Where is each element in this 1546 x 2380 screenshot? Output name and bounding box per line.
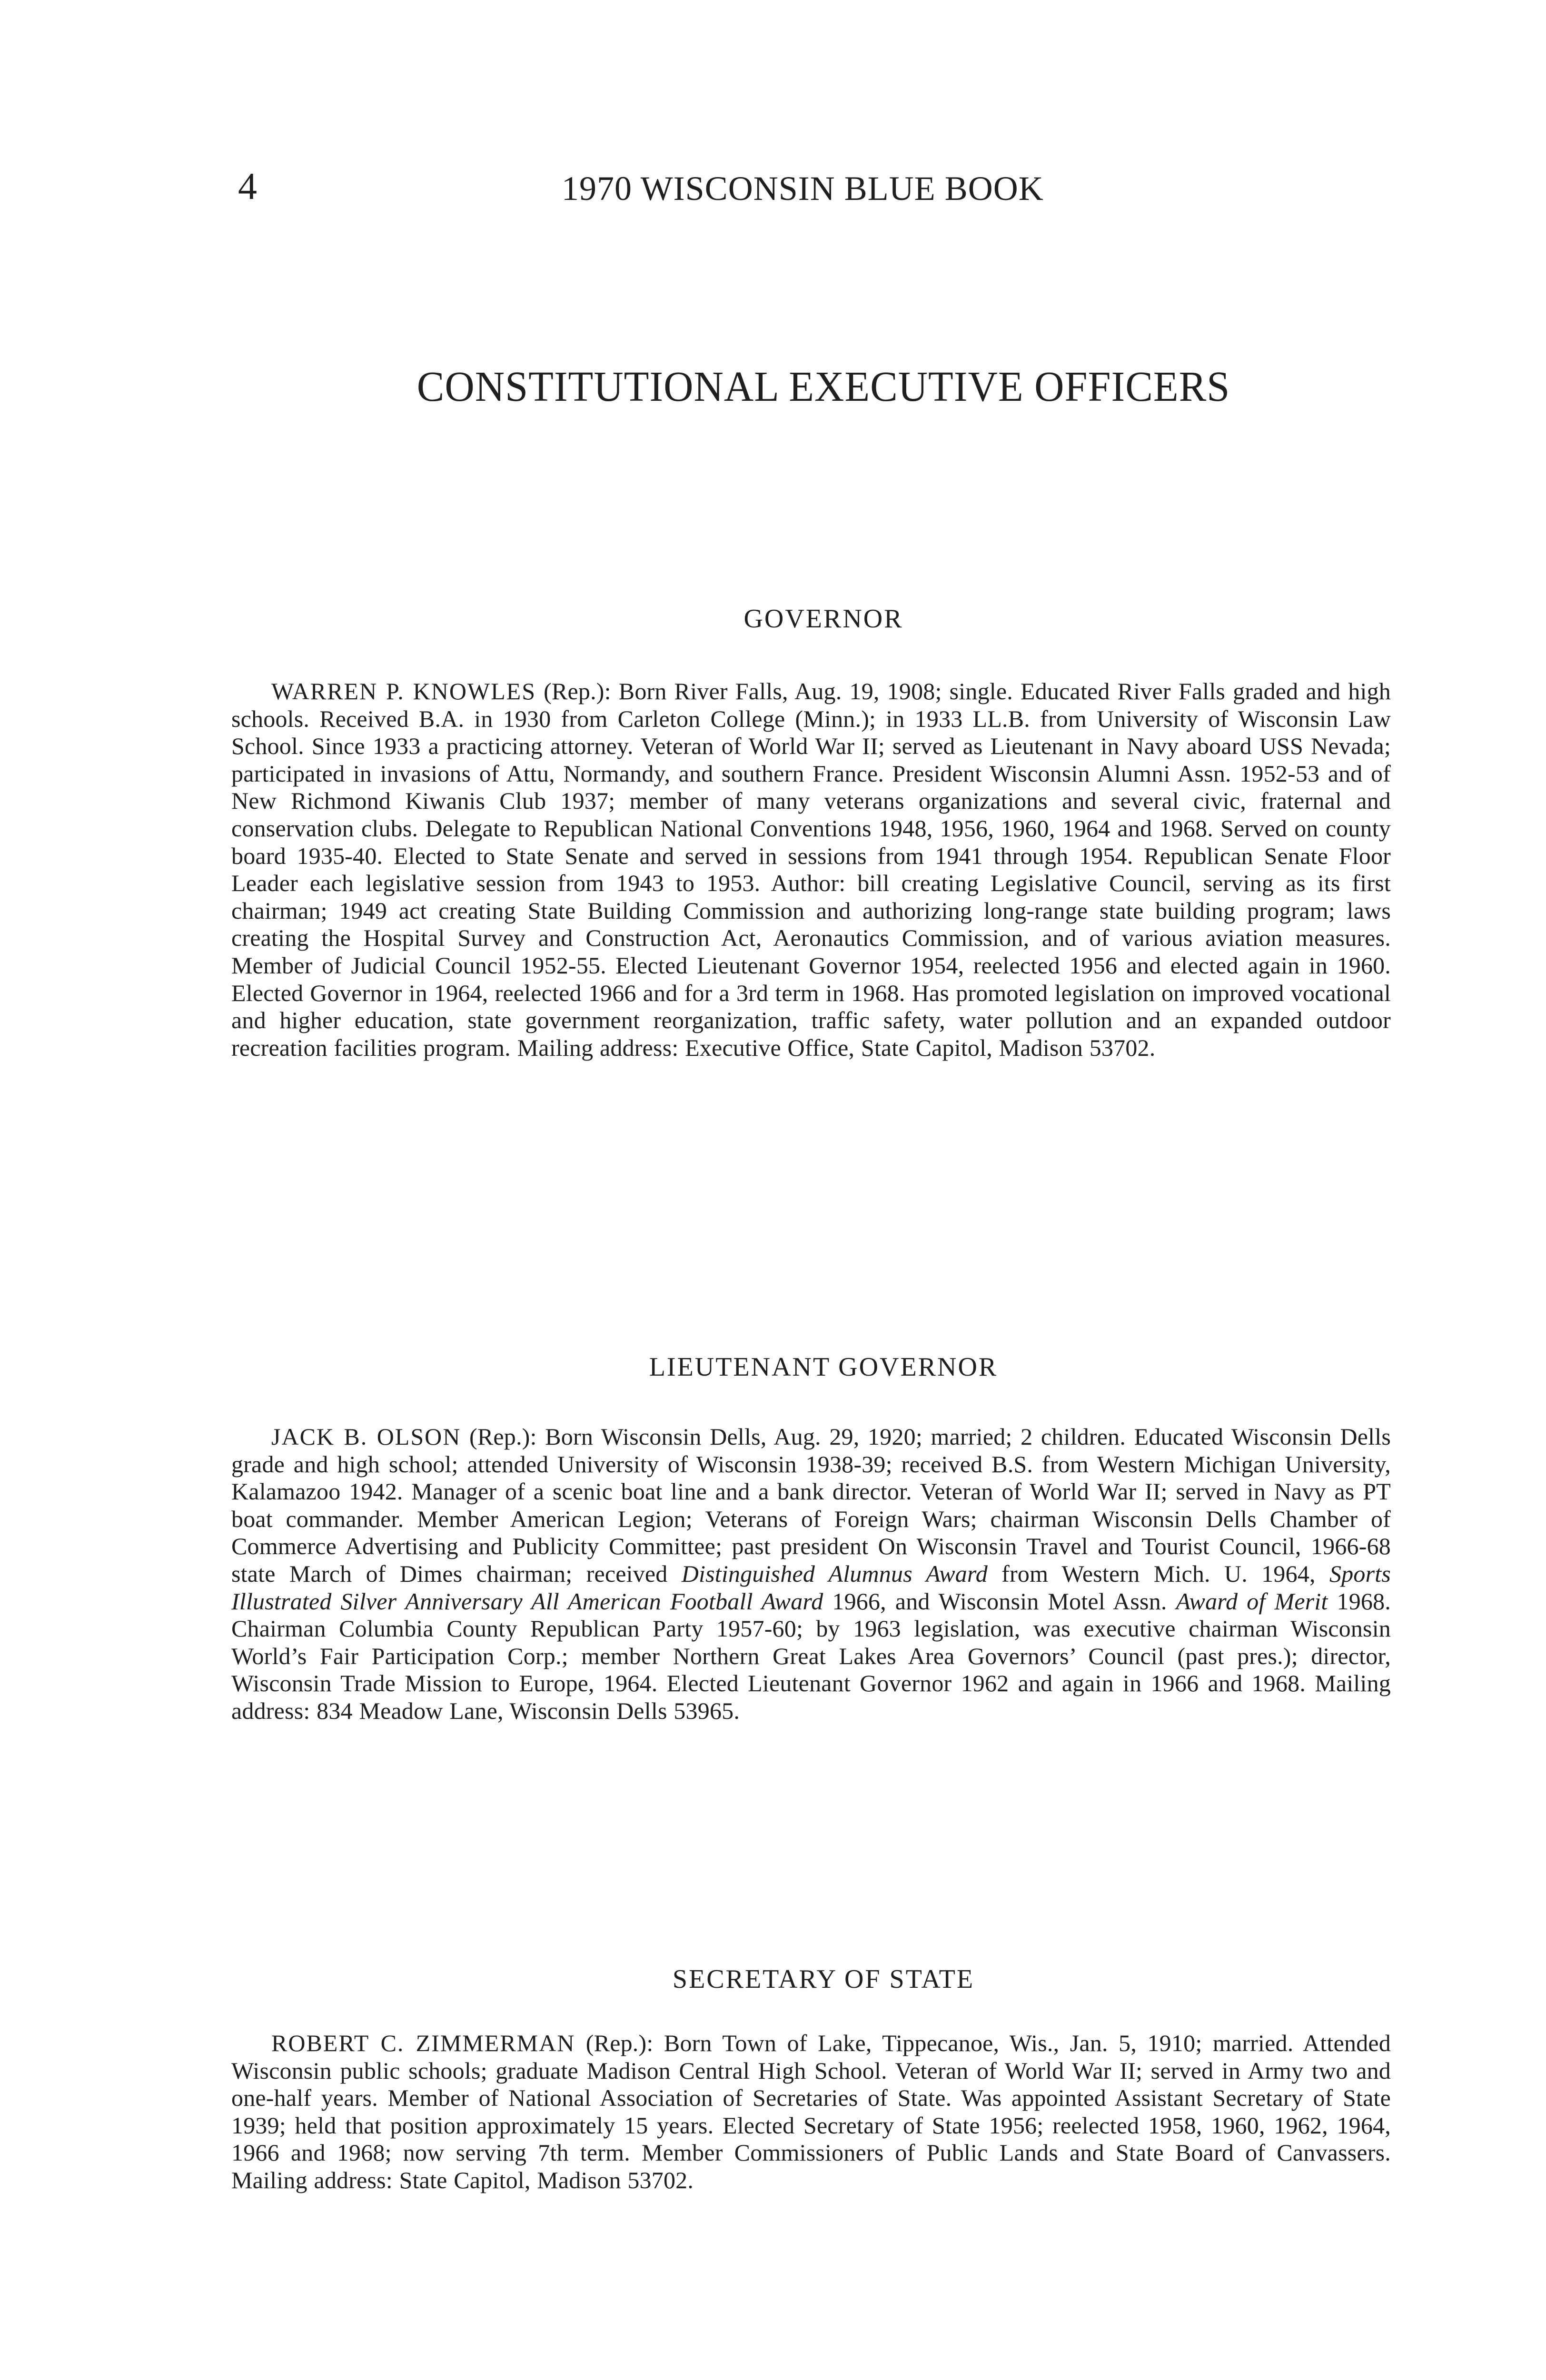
bio-name: ROBERT C. ZIMMERMAN: [271, 2030, 575, 2056]
award-title: Sports Illustrated Silver Anniversary All American Football Award: [231, 1560, 1391, 1615]
award-title: Award of Merit: [1176, 1587, 1328, 1615]
bio-text: Born River Falls, Aug. 19, 1908; single. Educated River Falls graded and high schools. Received B.A. in 1930 from Carleton College (Minn.); in 1933 LL.B. from University of Wisconsin Law School. Since 1933 a practicing attorney. Veteran of World War II; served as Lieutenant in Navy aboard USS Nevada; participated in invasions of Attu, Normandy, and southern France. President Wisconsin Alumni Assn. 1952-53 and of New Richmond Kiwanis Club 1937; member of many veterans organizations and several civic, fraternal and conservation clubs. Delegate to Republican National Conventions 1948, 1956, 1960, 1964 and 1968. Served on county board 1935-40. Elected to State Senate and served in sessions from 1941 through 1954. Republican Senate Floor Leader each legislative session from 1943 to 1953. Author: bill creating Legislative Council, serving as its first chairman; 1949 act creating State Building Commission and authorizing long-range state building program; laws creating the Hospital Survey and Construction Act, Aeronautics Commission, and of various aviation measures. Member of Judicial Council 1952-55. Elected Lieutenant Governor 1954, reelected 1956 and elected again in 1960. Elected Governor in 1964, reelected 1966 and for a 3rd term in 1968. Has promoted legislation on improved vocational and higher education, state government reorganization, traffic safety, water pollution and an expanded outdoor recreation facilities program. Mailing address: Executive Office, State Capitol, Madison 53702.: [231, 678, 1391, 1061]
section-heading-lieutenant-governor: LIEUTENANT GOVERNOR: [649, 1352, 998, 1382]
bio-party: (Rep.):: [536, 678, 619, 704]
bio-name: JACK B. OLSON: [271, 1423, 461, 1450]
bio-text: Born Wisconsin Dells, Aug. 29, 1920; married; 2 children. Educated Wisconsin Dells grade and high school; attended University of Wisconsin 1938-39; received B.S. from Western Michigan University, Kalamazoo 1942. Manager of a scenic boat line and a bank director. Veteran of World War II; served in Navy as PT boat commander. Member American Legion; Veterans of Foreign Wars; chairman Wisconsin Dells Chamber of Commerce Advertising and Publicity Committee; past president On Wisconsin Travel and Tourist Council, 1966-68 state March of Dimes chairman; received: [231, 1423, 1391, 1587]
bio-name: WARREN P. KNOWLES: [271, 678, 536, 704]
bio-text: Born Town of Lake, Tippecanoe, Wis., Jan. 5, 1910; married. Attended Wisconsin public schools; graduate Madison Central High School. Veteran of World War II; served in Army two and one-half years. Member of National Association of Secretaries of State. Was appointed Assistant Secretary of State 1939; held that position approximately 15 years. Elected Secretary of State 1956; reelected 1958, 1960, 1962, 1964, 1966 and 1968; now serving 7th term. Member Commissioners of Public Lands and State Board of Canvassers. Mailing address: State Capitol, Madison 53702.: [231, 2030, 1391, 2193]
page-title: CONSTITUTIONAL EXECUTIVE OFFICERS: [416, 363, 1230, 410]
bio-secretary-of-state: [231, 2030, 1391, 2194]
section-heading-governor: GOVERNOR: [743, 604, 903, 634]
bio-party: (Rep.):: [575, 2030, 664, 2056]
bio-text: 1968. Chairman Columbia County Republican Party 1957-60; by 1963 legislation, was executive chairman Wisconsin World’s Fair Participation Corp.; member Northern Great Lakes Area Governors’ Council (past pres.); director, Wisconsin Trade Mission to Europe, 1964. Elected Lieutenant Governor 1962 and again in 1966 and 1968. Mailing address: 834 Meadow Lane, Wisconsin Dells 53965.: [231, 1587, 1391, 1724]
bio-governor: [231, 678, 1391, 1061]
bio-text: from Western Mich. U. 1964,: [987, 1560, 1329, 1587]
page-number: 4: [238, 166, 257, 208]
section-heading-secretary-of-state: SECRETARY OF STATE: [672, 1964, 975, 1994]
bio-party: (Rep.):: [461, 1423, 545, 1450]
running-head: 1970 WISCONSIN BLUE BOOK: [562, 169, 1044, 208]
bio-lieutenant-governor: [231, 1423, 1391, 1725]
award-title: Distinguished Alumnus Award: [681, 1560, 988, 1587]
bio-text: 1966, and Wisconsin Motel Assn.: [823, 1587, 1176, 1615]
